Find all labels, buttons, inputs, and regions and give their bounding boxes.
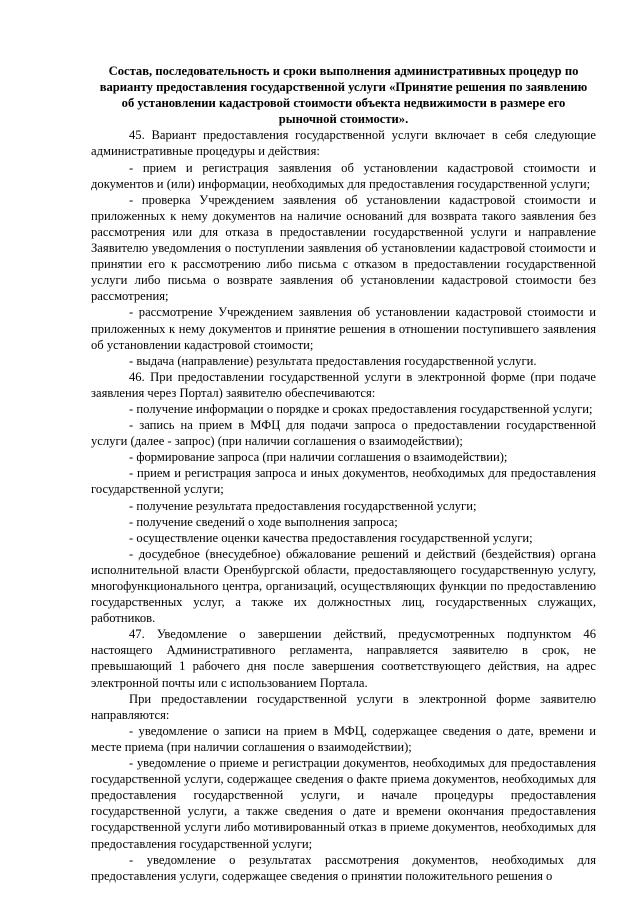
list-item: - прием и регистрация заявления об установлении кадастровой стоимости и документов и (или) информации, необходимых для предоставления государственной услуги; [91, 160, 596, 191]
list-item: - уведомление о записи на прием в МФЦ, содержащее сведения о дате, времени и месте приема (при наличии соглашения о взаимодействии); [91, 723, 596, 754]
list-item: - запись на прием в МФЦ для подачи запроса о предоставлении государственной услуги (далее - запрос) (при наличии соглашения о взаимодействии); [91, 418, 596, 449]
list-item: - проверка Учреждением заявления об установлении кадастровой стоимости и приложенных к нему документов на наличие оснований для возврата такого заявления без рассмотрения или для отказа в предоставлении государственной услуги и направление Заявителю уведомления о поступлении заявления об установлении кадастровой стоимости и принятии его к рассмотрению либо письма с отказом в предоставлении государственной услуги либо письма о возврате заявления об установлении кадастровой стоимости без рассмотрения; [91, 192, 596, 304]
list-item: - уведомление о результатах рассмотрения документов, необходимых для предоставления услуги, содержащее сведения о принятии положительного решения о [91, 852, 596, 883]
list-item: - рассмотрение Учреждением заявления об установлении кадастровой стоимости и приложенных к нему документов и принятие решения в отношении поступившего заявления об установлении кадастровой стоимости; [91, 305, 596, 352]
section-title: Состав, последовательность и сроки выполнения административных процедур по варианту предоставления государственной услуги «Принятие решения по заявлению об установлении кадастровой стоимости объекта недвижимости в размере его рыночной стоимости». [99, 64, 588, 127]
list-item: - получение сведений о ходе выполнения запроса; [129, 514, 398, 529]
list-item: - осуществление оценки качества предоставления государственной услуги; [129, 530, 533, 545]
list-item: - получение информации о порядке и сроках предоставления государственной услуги; [129, 401, 593, 416]
paragraph-46: 46. При предоставлении государственной услуги в электронной форме (при подаче заявления через Портал) заявителю обеспечиваются: [91, 369, 596, 400]
paragraph-47: 47. Уведомление о завершении действий, предусмотренных подпунктом 46 настоящего Административного регламента, направляется заявителю в срок, не превышающий 1 рабочего дня после завершения соответствующего действия, на адрес электронной почты или с использованием Портала. [91, 627, 596, 690]
list-item: - прием и регистрация запроса и иных документов, необходимых для предоставления государственной услуги; [91, 466, 596, 497]
list-item: - выдача (направление) результата предоставления государственной услуги. [129, 353, 537, 368]
list-item: - уведомление о приеме и регистрации документов, необходимых для предоставления государственной услуги, содержащее сведения о факте приема документов, необходимых для предоставления государственной услуги, и начале процедуры предоставления государственной услуги, а также сведения о дате и времени окончания предоставления государственной услуги либо мотивированный отказ в приеме документов, необходимых для предоставления государственной услуги; [91, 756, 596, 851]
list-item: - досудебное (внесудебное) обжалование решений и действий (бездействия) органа исполнительной власти Оренбургской области, предоставляющего государственную услугу, многофункционального центра, организаций, осуществляющих функции по предоставлению государственных услуг, а также их должностных лиц, государственных служащих, работников. [91, 546, 596, 626]
paragraph-45: 45. Вариант предоставления государственной услуги включает в себя следующие административные процедуры и действия: [91, 128, 596, 159]
paragraph: При предоставлении государственной услуги в электронной форме заявителю направляются: [91, 691, 596, 722]
list-item: - формирование запроса (при наличии соглашения о взаимодействии); [129, 450, 508, 465]
list-item: - получение результата предоставления государственной услуги; [129, 498, 477, 513]
